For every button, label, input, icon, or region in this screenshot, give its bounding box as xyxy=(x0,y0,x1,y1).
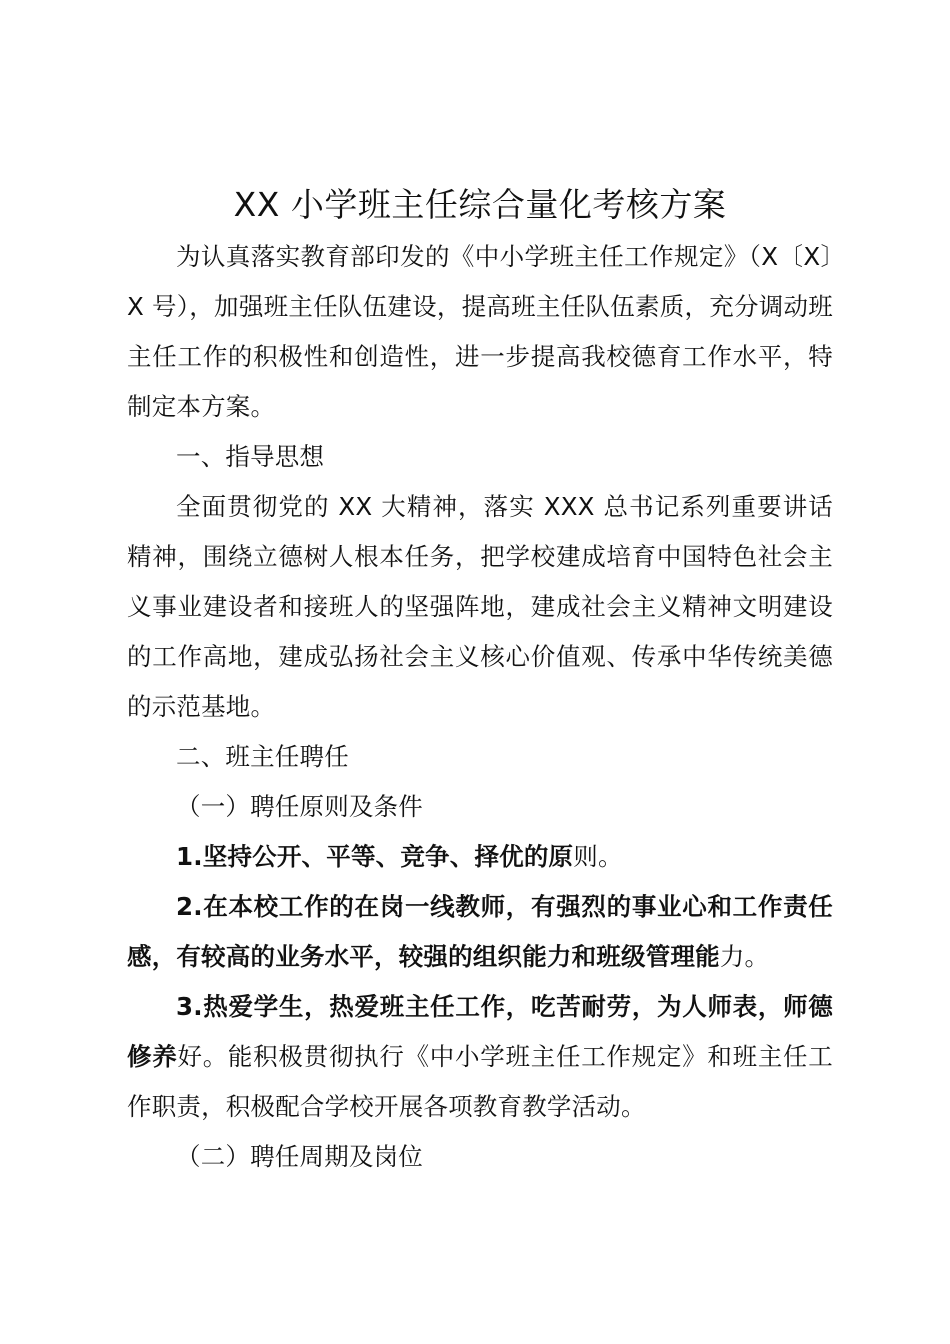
principle-item-1-rest: 则。 xyxy=(573,842,623,871)
principle-item-2-bold: 2.在本校工作的在岗一线教师，有强烈的事业心和工作责任感，有较高的业务水平，较强的组织能力和班级管理能 xyxy=(127,892,833,971)
subsection-heading-principles: （一）聘任原则及条件 xyxy=(176,792,423,821)
subsection-heading-term-and-positions: （二）聘任周期及岗位 xyxy=(176,1142,423,1171)
section-heading-guiding-ideology: 一、指导思想 xyxy=(176,442,325,471)
principle-item-2 xyxy=(127,882,833,982)
section-heading-appointment: 二、班主任聘任 xyxy=(176,742,349,771)
principle-item-3-rest: 好。能积极贯彻执行《中小学班主任工作规定》和班主任工作职责，积极配合学校开展各项教育教学活动。 xyxy=(127,1042,833,1121)
principle-item-3-bold: 3.热爱学生，热爱班主任工作，吃苦耐劳，为人师表，师德修养 xyxy=(127,992,833,1071)
document-title: XX 小学班主任综合量化考核方案 xyxy=(233,185,727,224)
principle-item-2-rest: 力。 xyxy=(719,942,770,971)
principle-item-3 xyxy=(127,982,833,1132)
principle-item-1 xyxy=(127,832,833,882)
principle-item-1-bold: 1.坚持公开、平等、竞争、择优的原 xyxy=(176,842,574,871)
intro-paragraph: 为认真落实教育部印发的《中小学班主任工作规定》（X〔X〕X 号），加强班主任队伍建设，提高班主任队伍素质，充分调动班主任工作的积极性和创造性，进一步提高我校德育工作水平，特制定本方案。 xyxy=(127,242,833,421)
guiding-ideology-paragraph: 全面贯彻党的 XX 大精神，落实 XXX 总书记系列重要讲话精神，围绕立德树人根本任务，把学校建成培育中国特色社会主义事业建设者和接班人的坚强阵地，建成社会主义精神文明建设的工作高地，建成弘扬社会主义核心价值观、传承中华传统美德的示范基地。 xyxy=(127,492,833,721)
